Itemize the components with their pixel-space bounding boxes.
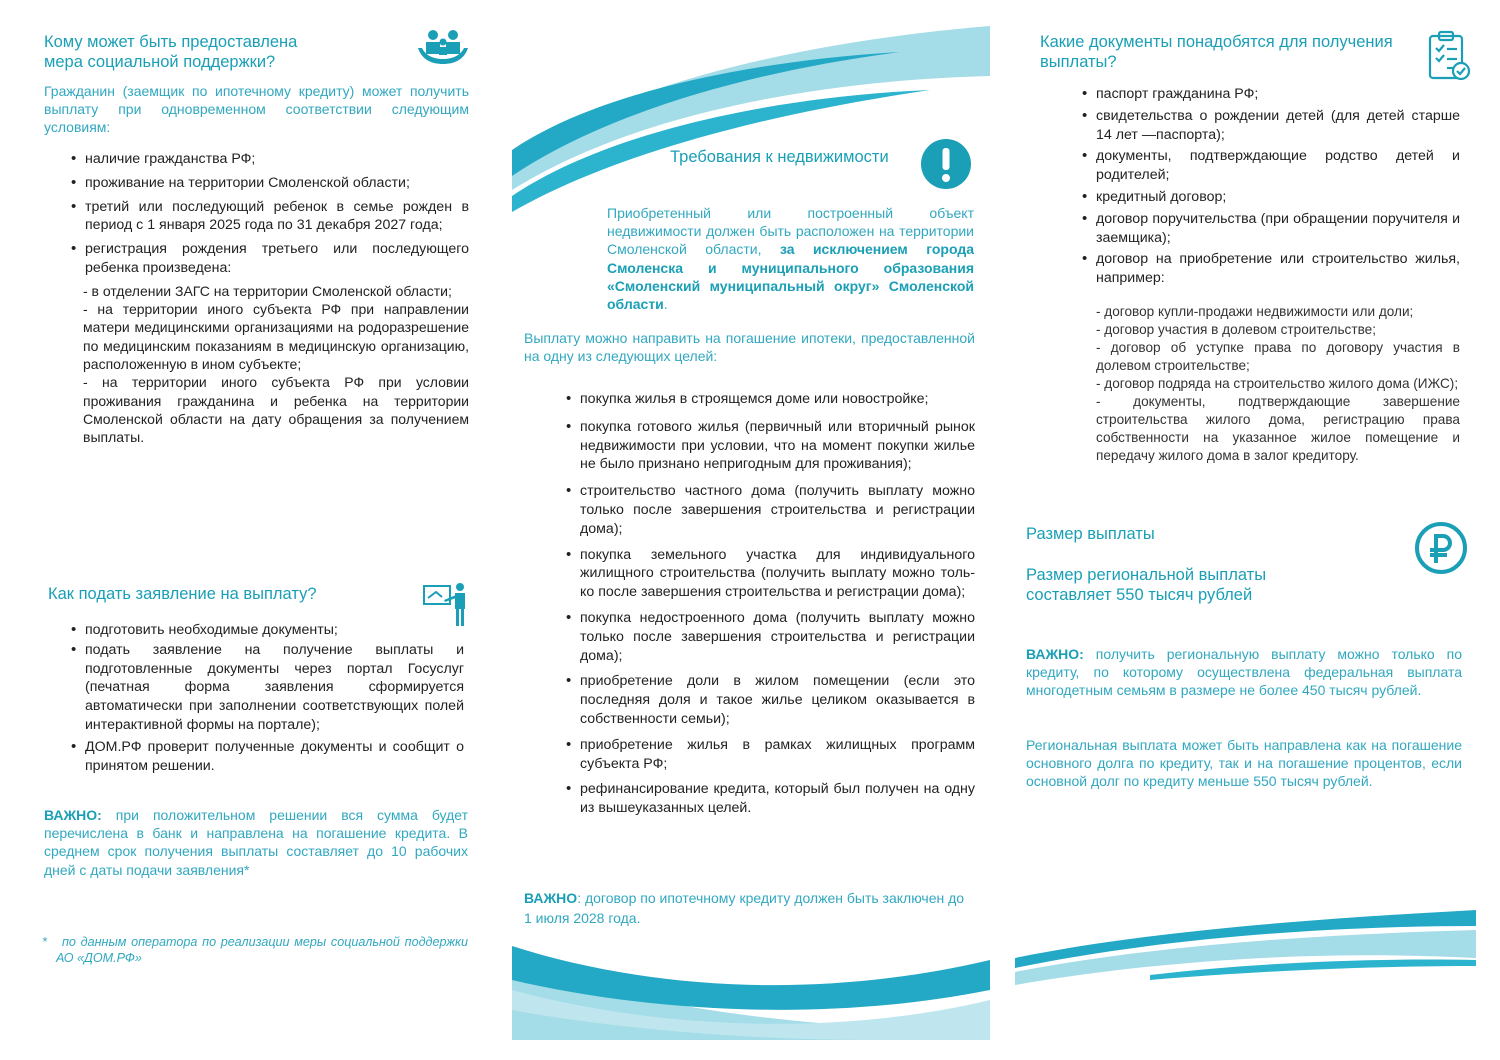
- important-text: при положительном решении вся сумма будет перечислена в банк и направлена на погашение кредита. В среднем срок получения выплаты составляет до 10 рабочих дней с даты подачи заявления*: [44, 807, 468, 878]
- apply-steps-block: [71, 621, 464, 778]
- footnote-star: *: [42, 935, 47, 949]
- list-item: • кредитный договор;: [1082, 188, 1460, 207]
- size-amount: [1026, 565, 1406, 605]
- list-item: • договор на приобретение или строительство жилья, например:: [1082, 250, 1460, 288]
- wave-right-dark-2: [1150, 960, 1476, 980]
- important-label: ВАЖНО:: [44, 807, 102, 823]
- exclamation-circle-icon: [920, 138, 972, 195]
- list-item: - документы, подтверждающие завершение строительства жилого дома, регистрацию права собственности на указанное жилое помещение и передачу жилого дома в залог кредитору.: [1096, 394, 1460, 463]
- list-item: - на территории иного субъекта РФ при направлении матери медицинскими организациями на родоразрешение по медицинским показаниям в медицинскую организацию, расположенную в ином субъекте;: [83, 301, 469, 372]
- list-item: • строительство частного дома (получить выплату можно только после завершения строительства и регистрации дома);: [566, 482, 975, 538]
- apply-section: [48, 584, 468, 604]
- list-item: • регистрация рождения третьего или последующего ребенка произведена:: [71, 240, 469, 278]
- list-item: • приобретение доли в жилом помещении (если это последняя доля и такое жилье целиком оказывается в собственности семьи);: [566, 672, 975, 728]
- who-intro: Гражданин (заемщик по ипотечному кредиту) может получить выплату при одновременном соответствии следующим условиям:: [44, 83, 469, 136]
- middle-important-note: [524, 888, 974, 928]
- list-item: • подать заявление на получение выплаты и подготовленные документы через портал Госуслуг (печатная форма заявления сформируется автоматически при заполнении соответствующих полей интерактивной формы на портале);: [71, 641, 464, 735]
- list-item: - договор участия в долевом строительстве;: [1096, 322, 1376, 337]
- realty-intro-bold: за исключением города Смоленска и муниципального образования «Смоленский муниципальный округ» Смоленской области: [607, 241, 974, 313]
- list-item: • свидетельства о рождении детей (для детей старше 14 лет —паспорта);: [1082, 107, 1460, 145]
- footnote: [42, 934, 468, 966]
- list-item: • покупка готового жилья (первичный или вторичный рынок недвижимости при условии, что на момент покупки жилье не было признано непригодным для проживания);: [566, 418, 975, 474]
- important-text: получить региональную выплату можно только по кредиту, по которому осуществлена федеральная выплата многодетным семьям в размере не более 450 тысяч рублей.: [1026, 646, 1462, 699]
- apply-title: Как подать заявление на выплату?: [48, 585, 317, 603]
- goals-block: [566, 390, 975, 821]
- list-item: • наличие гражданства РФ;: [71, 150, 469, 169]
- list-item: • ДОМ.РФ проверит полученные документы и сообщит о принятом решении.: [71, 738, 464, 776]
- realty-intro-end: .: [663, 296, 668, 313]
- list-item: - на территории иного субъекта РФ при условии проживания гражданина и ребенка на территории Смоленской области на дату обращения за получением выплаты.: [83, 374, 469, 446]
- size-amount-line1: Размер региональной выплаты: [1026, 566, 1267, 584]
- apply-steps-list: [71, 621, 464, 775]
- footnote-text: по данным оператора по реализации меры социальной поддержки АО «ДОМ.РФ»: [56, 935, 468, 965]
- important-label: ВАЖНО:: [1026, 646, 1084, 662]
- list-item: - договор купли-продажи недвижимости или доли;: [1096, 304, 1414, 319]
- list-item: • договор поручительства (при обращении поручителя и заемщика);: [1082, 210, 1460, 248]
- list-item: • паспорт гражданина РФ;: [1082, 85, 1460, 104]
- realty-intro: [607, 204, 974, 313]
- list-item: - в отделении ЗАГС на территории Смоленской области;: [83, 282, 452, 299]
- wave-right-light: [1015, 930, 1476, 985]
- registration-details: [71, 282, 469, 447]
- list-item: • покупка недостроенного дома (получить выплату можно только после завершения строительства и регистрации дома);: [566, 609, 975, 665]
- list-item: • покупка земельного участка для индивидуального жилищного строительства (получить выплату можно толь-ко после завершения строительства и регистрации дома);: [566, 546, 975, 602]
- contract-examples: [1096, 303, 1460, 465]
- docs-title: Какие документы понадобятся для получения выплаты?: [1040, 33, 1393, 71]
- list-item: • покупка жилья в строящемся доме или новостройке;: [566, 390, 975, 409]
- regional-text: Региональная выплата может быть направлена как на погашение основного долга по кредиту, так и на погашение процентов, если основной долг по кредиту меньше 550 тысяч рублей.: [1026, 737, 1462, 790]
- list-item: • документы, подтверждающие родство детей и родителей;: [1082, 147, 1460, 185]
- list-item: • третий или последующий ребенок в семье рожден в период с 1 января 2025 года по 31 декабря 2027 года;: [71, 198, 469, 236]
- left-important-note: [44, 806, 468, 879]
- important-label: ВАЖНО: [524, 890, 578, 906]
- list-item: • приобретение жилья в рамках жилищных программ субъекта РФ;: [566, 736, 975, 774]
- realty-title: Требования к недвижимости: [670, 148, 889, 166]
- docs-block: [1082, 85, 1460, 291]
- realty-intro-plain: Приобретенный или построенный объект недвижимости должен быть расположен на территории Смоленской области,: [607, 205, 974, 258]
- conditions-block: [71, 150, 469, 446]
- list-item: • подготовить необходимые документы;: [71, 621, 464, 640]
- who-section: [44, 32, 469, 137]
- size-title: Размер выплаты: [1026, 525, 1155, 543]
- ruble-circle-icon: [1414, 521, 1468, 580]
- conditions-list: [71, 150, 469, 278]
- list-item: - договор об уступке права по договору участия в долевом строительстве;: [1096, 340, 1460, 373]
- list-item: - договор подряда на строительство жилого дома (ИЖС);: [1096, 376, 1459, 391]
- docs-list: [1082, 85, 1460, 288]
- list-item: • рефинансирование кредита, который был получен на одну из вышеуказанных целей.: [566, 780, 975, 818]
- family-hands-icon: [418, 28, 468, 71]
- goals-list: [566, 390, 975, 818]
- clipboard-checklist-icon: [1428, 30, 1472, 87]
- important-text: : договор по ипотечному кредиту должен быть заключен до 1 июля 2028 года.: [524, 890, 965, 926]
- list-item: • проживание на территории Смоленской области;: [71, 174, 469, 193]
- size-amount-line2: составляет 550 тысяч рублей: [1026, 586, 1253, 604]
- right-important-note: [1026, 645, 1462, 700]
- goals-intro: Выплату можно направить на погашение ипотеки, предоставленной на одну из следующих целей:: [524, 330, 975, 365]
- who-title: Кому может быть предоставлена мера социальной поддержки?: [44, 33, 298, 71]
